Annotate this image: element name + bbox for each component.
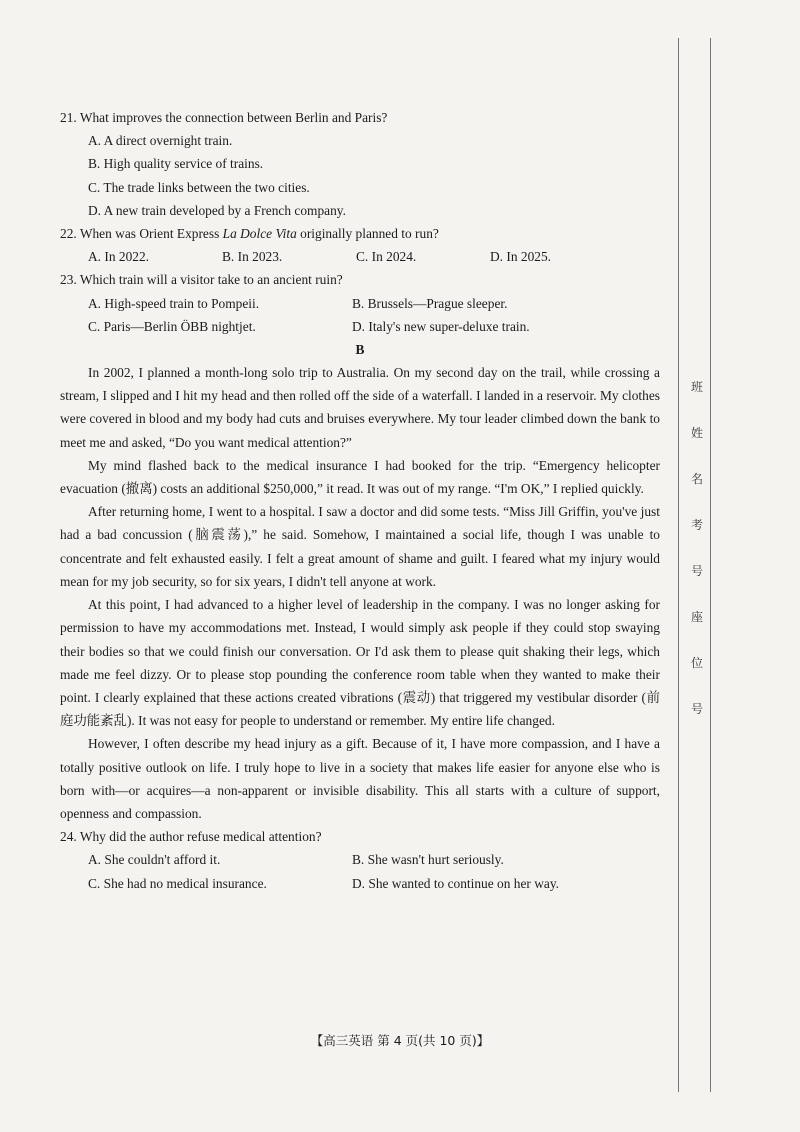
margin-char: 座 <box>690 610 703 624</box>
binding-line-left <box>678 38 679 1092</box>
exam-content <box>60 106 660 895</box>
margin-char: 号 <box>690 564 703 578</box>
question-23-options-row-1 <box>60 292 660 315</box>
margin-char: 考 <box>690 518 703 532</box>
question-23-stem: 23. Which train will a visitor take to an ancient ruin? <box>60 272 343 288</box>
question-23-option-c: C. Paris—Berlin ÖBB nightjet. <box>88 318 256 334</box>
question-24-option-b: B. She wasn't hurt seriously. <box>352 852 504 868</box>
question-23-option-d: D. Italy's new super-deluxe train. <box>352 318 530 334</box>
passage-b <box>60 361 660 825</box>
passage-paragraph: My mind flashed back to the medical insurance I had booked for the trip. “Emergency helicopter evacuation (撤离) costs an additional $250,000,” it read. It was out of my range. “I'm OK,” I replied quickly. <box>60 457 660 497</box>
question-24-options-row-2 <box>60 872 660 895</box>
question-23-option-a: A. High-speed train to Pompeii. <box>88 295 260 311</box>
margin-char: 位 <box>690 656 703 670</box>
question-22-option-a: A. In 2022. <box>88 249 149 265</box>
question-22-stem <box>60 222 660 245</box>
passage-paragraph: In 2002, I planned a month-long solo trip to Australia. On my second day on the trail, while crossing a stream, I slipped and I hit my head and then rolled off the side of a waterfall. I landed in a reservoir. My clothes were covered in blood and my body had cuts and bruises everywhere. My tour leader climbed down the bank to meet me and asked, “Do you want medical attention?” <box>60 365 660 450</box>
page-footer: 【高三英语 第 4 页(共 10 页)】 <box>310 1033 490 1048</box>
question-24-option-c: C. She had no medical insurance. <box>88 875 267 891</box>
margin-char: 班 <box>690 380 703 394</box>
margin-char: 姓 <box>690 426 703 440</box>
question-21-stem: 21. What improves the connection between Berlin and Paris? <box>60 110 388 125</box>
question-22-stem-start: 22. When was Orient Express <box>60 225 223 241</box>
question-22-options <box>60 245 660 268</box>
section-b-heading: B <box>355 341 365 357</box>
passage-paragraph: After returning home, I went to a hospital. I saw a doctor and did some tests. “Miss Jill Griffin, you've just had a bad concussion (脑震荡),” he said. Somehow, I maintained a social life, though I was unable to concentrate and felt exhausted easily. I felt a great amount of shame and guilt. I feared what my injury would mean for my job security, so for six years, I didn't tell anyone at work. <box>60 504 660 589</box>
question-22-option-b: B. In 2023. <box>222 249 283 265</box>
question-23-option-b: B. Brussels—Prague sleeper. <box>352 295 508 311</box>
passage-paragraph: At this point, I had advanced to a higher level of leadership in the company. I was no longer asking for permission to have my accommodations met. Instead, I would simply ask people if they could stop swaying their bodies so that we could finish our conversation. Or I'd ask them to please quit shaking their legs, which made me feel dizzy. Or to please stop pounding the conference room table when they wanted to make their point. I clearly explained that these actions created vibrations (震动) that triggered my vestibular disorder (前庭功能紊乱). It was not easy for people to understand or remember. My entire life changed. <box>60 597 660 729</box>
question-24-options-row-1 <box>60 848 660 871</box>
margin-char: 号 <box>690 702 703 716</box>
question-23-options-row-2 <box>60 315 660 338</box>
passage-paragraph: However, I often describe my head injury as a gift. Because of it, I have more compassion, and I have a totally positive outlook on life. I truly hope to live in a society that makes life easier for anyone else who is born with—or acquires—a non-apparent or invisible disability. This all starts with a culture of support, openness and compassion. <box>60 736 660 821</box>
question-22-option-c: C. In 2024. <box>356 249 417 265</box>
question-21-option-c: C. The trade links between the two cities. <box>88 179 310 195</box>
question-21-option-a: A. A direct overnight train. <box>88 133 233 149</box>
question-22-stem-end: originally planned to run? <box>296 225 439 241</box>
train-name: La Dolce Vita <box>222 225 297 241</box>
question-24-stem: 24. Why did the author refuse medical attention? <box>60 829 322 845</box>
binding-margin-labels <box>684 380 710 748</box>
binding-line-right <box>710 38 711 1092</box>
question-24-option-a: A. She couldn't afford it. <box>88 852 221 868</box>
margin-char: 名 <box>690 472 703 486</box>
question-24-option-d: D. She wanted to continue on her way. <box>352 875 560 891</box>
question-22-option-d: D. In 2025. <box>490 249 551 265</box>
question-21-option-b: B. High quality service of trains. <box>88 156 264 172</box>
question-21-option-d: D. A new train developed by a French company. <box>88 202 346 218</box>
